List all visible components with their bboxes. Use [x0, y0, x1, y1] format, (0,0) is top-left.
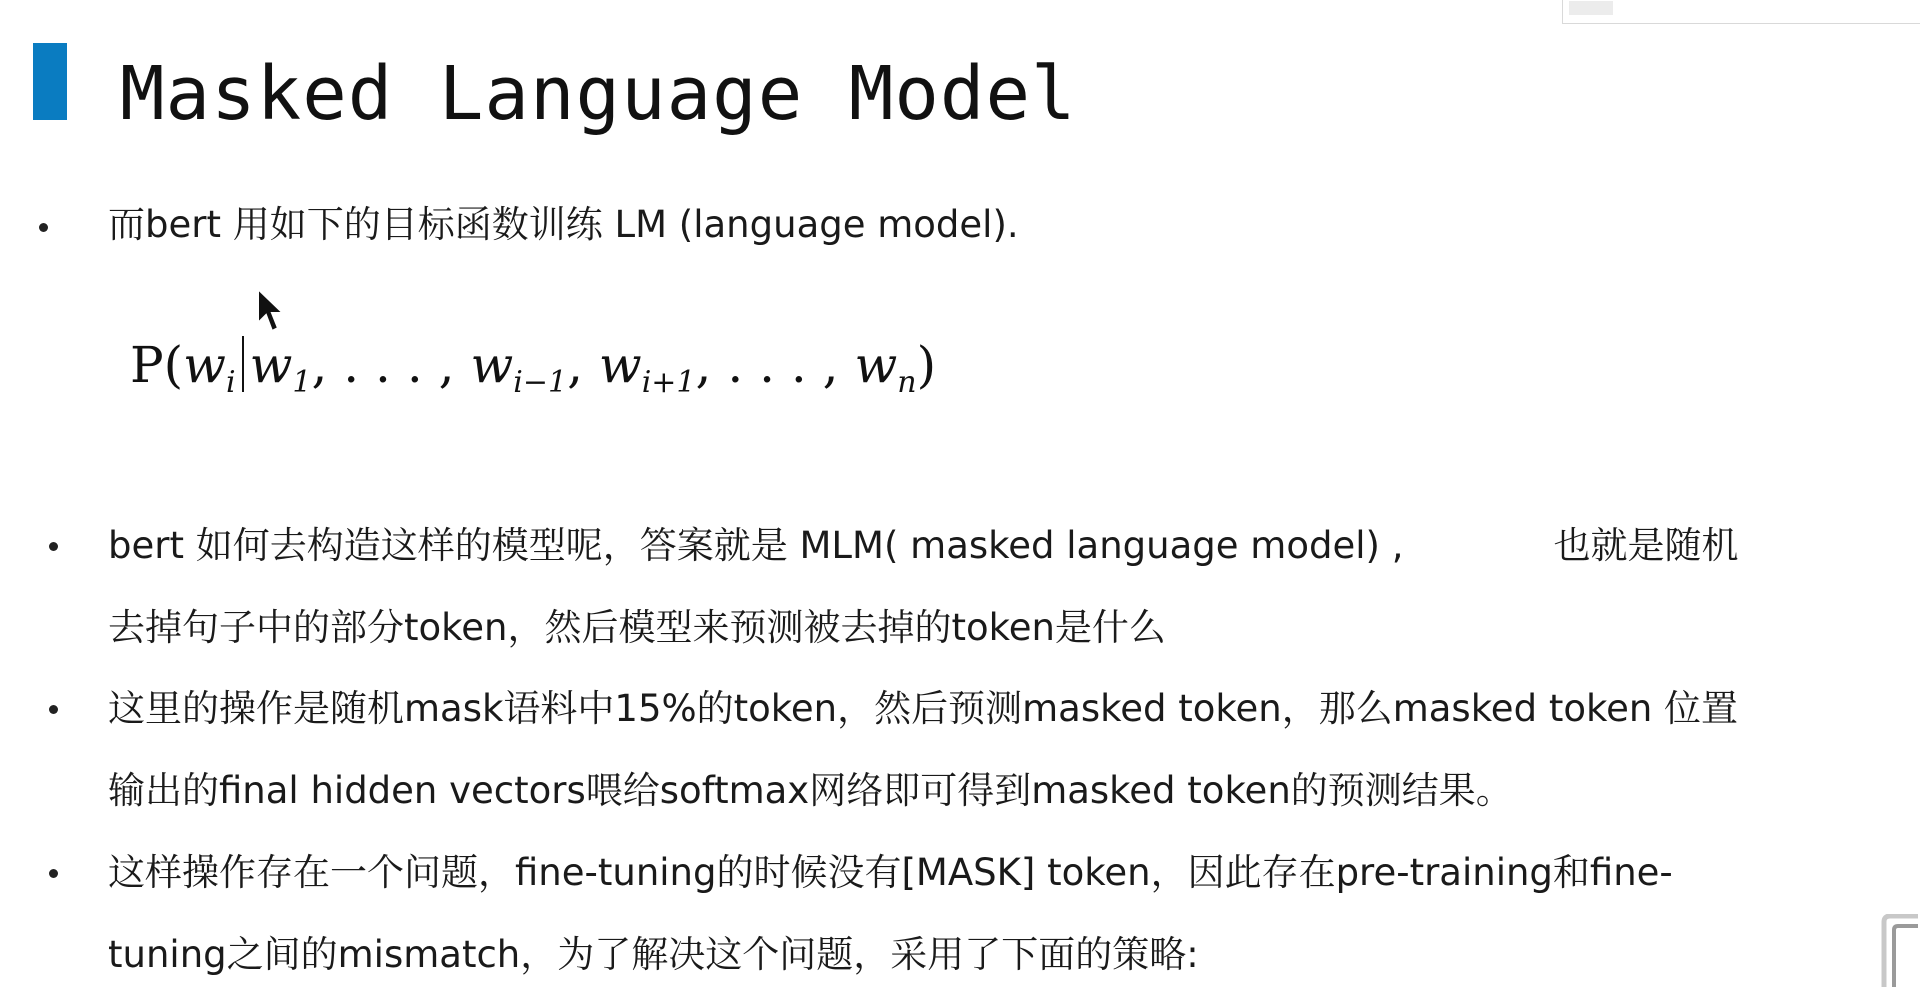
bullet-1-line-1: 而bert 用如下的目标函数训练 LM (language model).	[108, 203, 1019, 246]
title-accent-bar	[33, 43, 67, 120]
formula-sep-2: , . . . ,	[695, 336, 839, 394]
scroll-corner-icon	[1880, 914, 1920, 987]
formula-w1: w	[249, 336, 293, 394]
bullet-4-line-2: tuning之间的mismatch，为了解决这个问题，采用了下面的策略:	[108, 933, 1199, 976]
formula-w1-sub: 1	[292, 365, 312, 400]
formula-wim1-sub: i−1	[513, 365, 568, 400]
formula-conditional-bar	[242, 336, 244, 392]
formula-sep-1: , . . . ,	[311, 336, 455, 394]
formula-wi-sub: i	[225, 365, 236, 400]
bullet-2-line-2: 去掉句子中的部分token，然后模型来预测被去掉的token是什么	[108, 606, 1166, 649]
bullet-dot	[49, 542, 58, 551]
bullet-3-line-1: 这里的操作是随机mask语料中15%的token，然后预测masked token，那么masked token 位置	[108, 687, 1739, 730]
bullet-3-line-2: 输出的final hidden vectors喂给softmax网络即可得到masked token的预测结果。	[108, 769, 1513, 812]
top-right-panel-tab	[1569, 1, 1613, 15]
formula-wn: w	[854, 336, 898, 394]
formula-close: )	[916, 336, 937, 394]
bullet-dot	[49, 869, 58, 878]
formula-P: P(	[130, 336, 184, 394]
slide-title: Masked Language Model	[120, 51, 1077, 137]
formula-wip1: w	[598, 336, 642, 394]
bullet-2-line-1	[108, 505, 1908, 587]
bullet-2-line-1-part-a: bert 如何去构造这样的模型呢，答案就是 MLM( masked language model) ,	[108, 524, 1404, 567]
bullet-dot	[49, 705, 58, 714]
mouse-pointer-icon	[256, 287, 286, 335]
formula-wi: w	[183, 336, 226, 394]
bullet-dot	[39, 223, 48, 232]
bullet-2-line-1-part-b: 也就是随机	[1553, 524, 1739, 567]
probability-formula	[130, 330, 936, 418]
top-right-panel	[1562, 0, 1920, 24]
formula-wim1: w	[470, 336, 514, 394]
formula-wn-sub: n	[897, 365, 917, 400]
bullet-4-line-1: 这样操作存在一个问题，fine-tuning的时候没有[MASK] token，因此存在pre-training和fine-	[108, 851, 1673, 894]
formula-comma: ,	[567, 336, 583, 394]
formula-wip1-sub: i+1	[641, 365, 696, 400]
